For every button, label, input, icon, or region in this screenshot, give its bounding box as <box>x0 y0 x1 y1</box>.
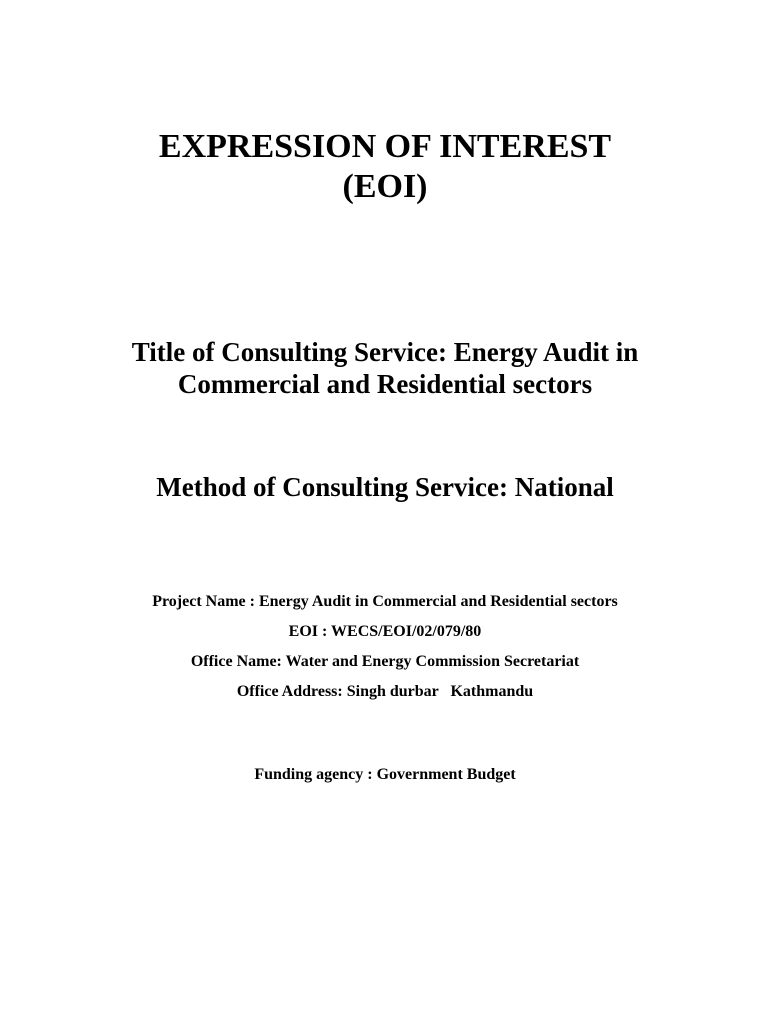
office-name: Office Name: Water and Energy Commission Secretariat <box>190 653 580 670</box>
office-address: Office Address: Singh durbar Kathmandu <box>236 683 534 700</box>
eoi-number: EOI : WECS/EOI/02/079/80 <box>288 623 482 640</box>
service-title-line-2: Commercial and Residential sectors <box>177 369 593 399</box>
consulting-method: Method of Consulting Service: National <box>156 472 614 502</box>
project-name: Project Name : Energy Audit in Commercial and Residential sectors <box>152 593 618 610</box>
service-title-line-1: Title of Consulting Service: Energy Audit in <box>131 337 639 367</box>
document-title-line-2: (EOI) <box>342 168 428 205</box>
funding-agency: Funding agency : Government Budget <box>254 766 516 783</box>
document-title-line-1: EXPRESSION OF INTEREST <box>158 128 612 165</box>
